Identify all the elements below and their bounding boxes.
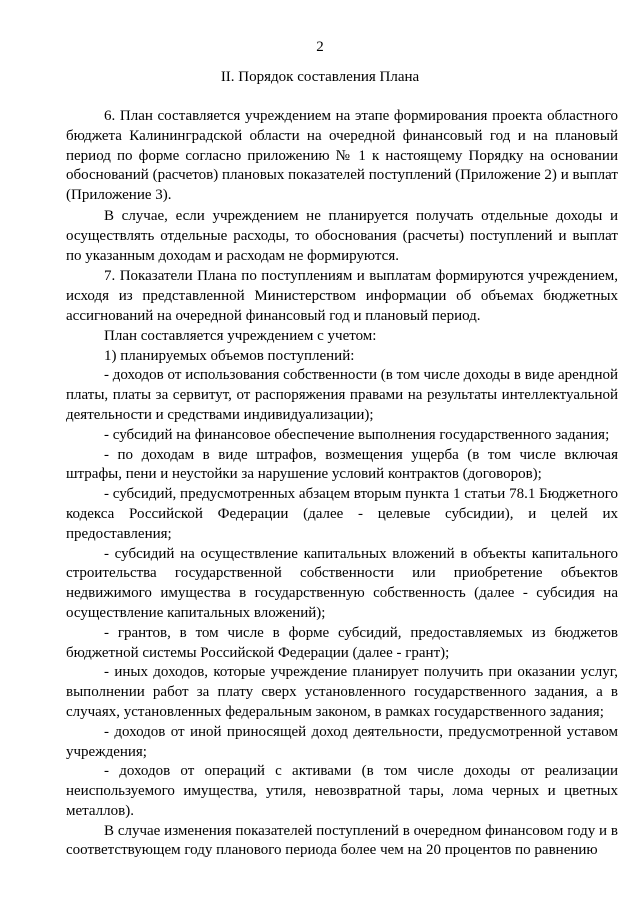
list-item-state-task-subsidy: - субсидий на финансовое обеспечение выполнения государственного задания; (104, 426, 610, 443)
section-title: II. Порядок составления Плана (220, 69, 420, 85)
list-item-other-income: - иных доходов, которые учреждение планирует получить при оказании услуг, выполнении работ за плату сверх установленного государственного задания, а в случаях, установленных федеральным законом, в рамках государственного задания; (66, 664, 618, 720)
list-item-property-income: - доходов от использования собственности (в том числе доходы в виде арендной платы, платы за сервитут, от распоряжения правами на результаты интеллектуальной деятельности и средствами индивидуализации); (66, 367, 618, 423)
list-item-fines: - по доходам в виде штрафов, возмещения ущерба (в том числе включая штрафы, пени и неустойки за нарушение условий контрактов (договоров); (66, 446, 618, 483)
paragraph-change-threshold: В случае изменения показателей поступлений в очередном финансовом году и в соответствующем году планового периода более чем на 20 процентов по равнению (66, 822, 618, 859)
list-item-1-header: 1) планируемых объемов поступлений: (104, 347, 355, 364)
paragraph-7: 7. Показатели Плана по поступлениям и выплатам формируются учреждением, исходя из представленной Министерством информации об объемах бюджетных ассигнований на очередной финансовый год и плановый период. (66, 268, 618, 324)
paragraph-plan-intro: План составляется учреждением с учетом: (104, 327, 377, 344)
page-number: 2 (316, 39, 324, 55)
document-body (66, 107, 618, 861)
paragraph-6: 6. План составляется учреждением на этапе формирования проекта областного бюджета Калининградской области на очередной финансовый год и на плановый период по форме согласно приложению № 1 к настоящему Порядку на основании обоснований (расчетов) плановых показателей поступлений (Приложение 2) и выплат (Приложение 3). (66, 108, 618, 204)
list-item-grants: - грантов, в том числе в форме субсидий, предоставляемых из бюджетов бюджетной системы Российской Федерации (далее - грант); (66, 624, 618, 661)
paragraph-exception: В случае, если учреждением не планируется получать отдельные доходы и осуществлять отдельные расходы, то обоснования (расчеты) поступлений и выплат по указанным доходам и расходам не формируются. (66, 207, 618, 264)
list-item-target-subsidy: - субсидий, предусмотренных абзацем вторым пункта 1 статьи 78.1 Бюджетного кодекса Российской Федерации (далее - целевые субсидии), и целей их предоставления; (66, 486, 618, 542)
list-item-asset-operations: - доходов от операций с активами (в том числе доходы от реализации неиспользуемого имущества, утиля, невозвратной тары, лома черных и цветных металлов). (66, 763, 618, 819)
list-item-business-income: - доходов от иной приносящей доход деятельности, предусмотренной уставом учреждения; (66, 723, 618, 760)
list-item-capital-subsidy: - субсидий на осуществление капитальных вложений в объекты капитального строительства государственной собственности или приобретение объектов недвижимого имущества в государственную собственность (далее - субсидия на осуществление капитальных вложений); (66, 545, 618, 621)
